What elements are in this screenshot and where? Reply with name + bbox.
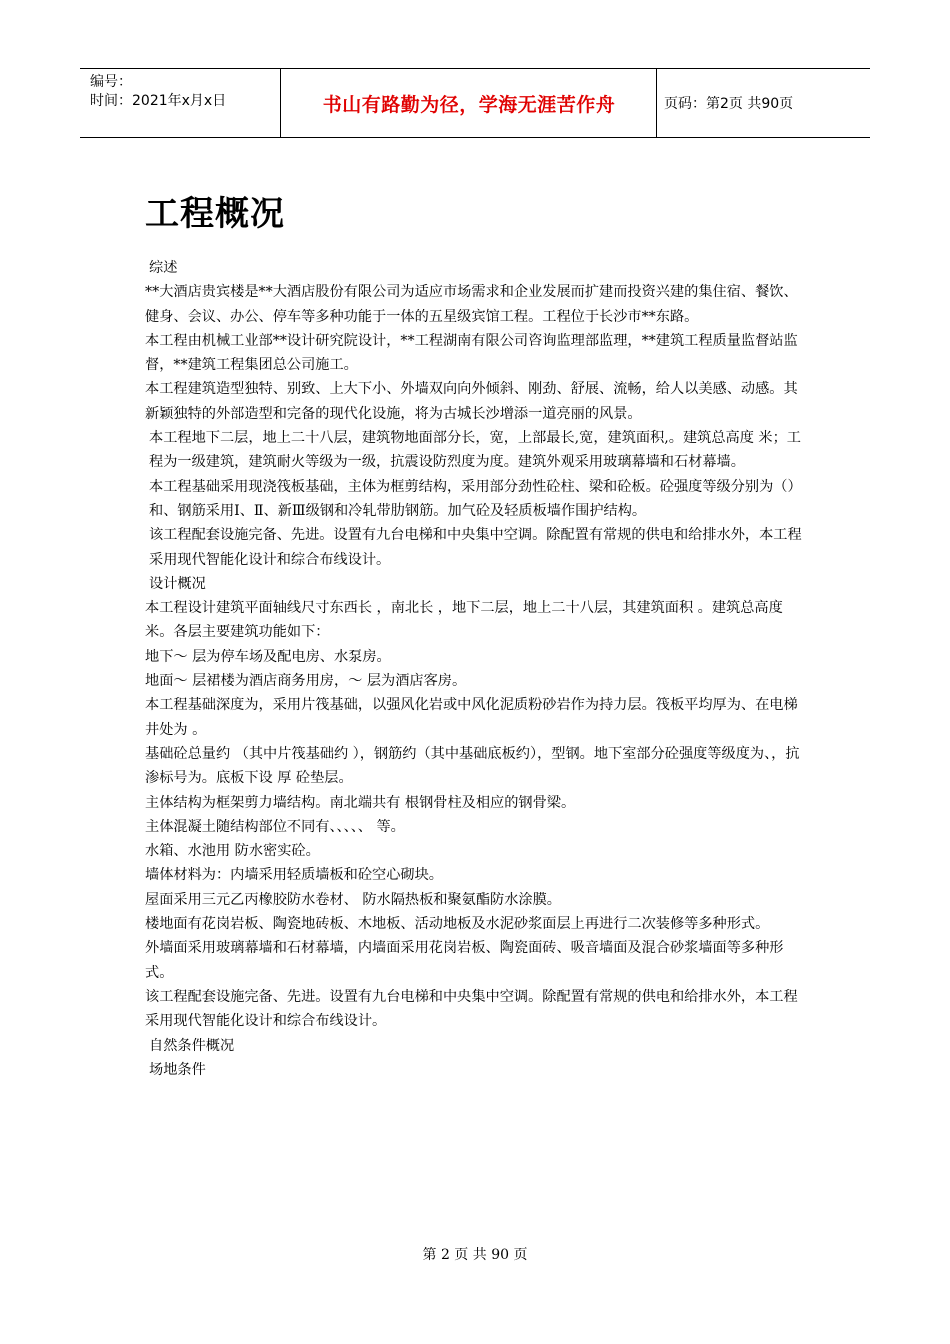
- document-body: [145, 256, 810, 1082]
- header-divider-right: [656, 69, 657, 137]
- body-paragraph: 该工程配套设施完备、先进。设置有九台电梯和中央集中空调。除配置有常规的供电和给排水外，本工程采用现代智能化设计和综合布线设计。: [145, 988, 798, 1030]
- body-paragraph: **大酒店贵宾楼是**大酒店股份有限公司为适应市场需求和企业发展而扩建而投资兴建的集住宿、餐饮、健身、会议、办公、停车等多种功能于一体的五星级宾馆工程。工程位于长沙市**东路。: [145, 284, 798, 325]
- body-paragraph: 自然条件概况: [149, 1037, 235, 1054]
- body-paragraph: 墙体材料为：内墙采用轻质墙板和砼空心砌块。: [145, 867, 443, 884]
- page-footer: 第 2 页 共 90 页: [422, 1247, 528, 1263]
- header-divider-left: [280, 69, 281, 137]
- body-paragraph: 设计概况: [149, 575, 206, 592]
- body-paragraph: 屋面采用三元乙丙橡胶防水卷材、 防水隔热板和聚氨酯防水涂膜。: [145, 891, 561, 908]
- body-paragraph: 综述: [149, 260, 178, 276]
- body-paragraph: 地下～ 层为停车场及配电房、水泵房。: [145, 648, 391, 665]
- body-paragraph: 本工程由机械工业部**设计研究院设计，**工程湖南有限公司咨询监理部监理，**建筑工程质量监督站监督，**建筑工程集团总公司施工。: [145, 332, 798, 374]
- body-paragraph: 地面～ 层裙楼为酒店商务用房，～ 层为酒店客房。: [145, 673, 467, 690]
- number-label: 编号：: [90, 74, 132, 90]
- body-paragraph: 主体混凝土随结构部位不同有、、、、、 等。: [145, 818, 405, 835]
- body-paragraph: 楼地面有花岗岩板、陶瓷地砖板、木地板、活动地板及水泥砂浆面层上再进行二次装修等多种形式。: [145, 916, 770, 933]
- body-paragraph: 该工程配套设施完备、先进。设置有九台电梯和中央集中空调。除配置有常规的供电和给排水外，本工程采用现代智能化设计和综合布线设计。: [149, 527, 802, 568]
- body-paragraph: 本工程建筑造型独特、别致、上大下小、外墙双向向外倾斜、刚劲、舒展、流畅，给人以美感、动感。其新颖独特的外部造型和完备的现代化设施，将为古城长沙增添一道亮丽的风景。: [145, 381, 798, 422]
- document-title: 工程概况: [145, 194, 285, 234]
- date-label: 时间：2021年x月x日: [90, 93, 227, 109]
- body-paragraph: 基础砼总量约 （其中片筏基础约 ），钢筋约（其中基础底板约），型钢。地下室部分砼强度等级度为、，抗渗标号为。底板下设 厚 砼垫层。: [145, 745, 800, 787]
- header-motto: 书山有路勤为径，学海无涯苦作舟: [322, 93, 616, 116]
- page-header: [80, 68, 870, 138]
- body-paragraph: 水箱、水池用 防水密实砼。: [145, 843, 320, 860]
- body-paragraph: 本工程基础深度为，采用片筏基础，以强风化岩或中风化泥质粉砂岩作为持力层。筏板平均厚为、在电梯井处为 。: [145, 697, 798, 738]
- body-paragraph: 主体结构为框架剪力墙结构。南北端共有 根钢骨柱及相应的钢骨梁。: [145, 794, 576, 811]
- body-paragraph: 本工程基础采用现浇筏板基础，主体为框剪结构，采用部分劲性砼柱、梁和砼板。砼强度等级分别为（）和、钢筋采用Ⅰ、Ⅱ、新Ⅲ级钢和冷轧带肋钢筋。加气砼及轻质板墙作围护结构。: [149, 478, 802, 519]
- body-paragraph: 外墙面采用玻璃幕墙和石材幕墙，内墙面采用花岗岩板、陶瓷面砖、吸音墙面及混合砂浆墙面等多种形式。: [145, 940, 784, 981]
- body-paragraph: 本工程地下二层，地上二十八层，建筑物地面部分长，宽，上部最长,宽，建筑面积,。建筑总高度 米；工程为一级建筑，建筑耐火等级为一级，抗震设防烈度为度。建筑外观采用玻璃幕墙和石材幕墙。: [149, 430, 801, 471]
- header-meta: [90, 73, 280, 111]
- body-paragraph: 本工程设计建筑平面轴线尺寸东西长 ，南北长 ，地下二层，地上二十八层，其建筑面积 。建筑总高度 米。各层主要建筑功能如下：: [145, 600, 783, 641]
- header-page-info: 页码：第2页 共90页: [664, 96, 794, 112]
- body-paragraph: 场地条件: [149, 1061, 206, 1078]
